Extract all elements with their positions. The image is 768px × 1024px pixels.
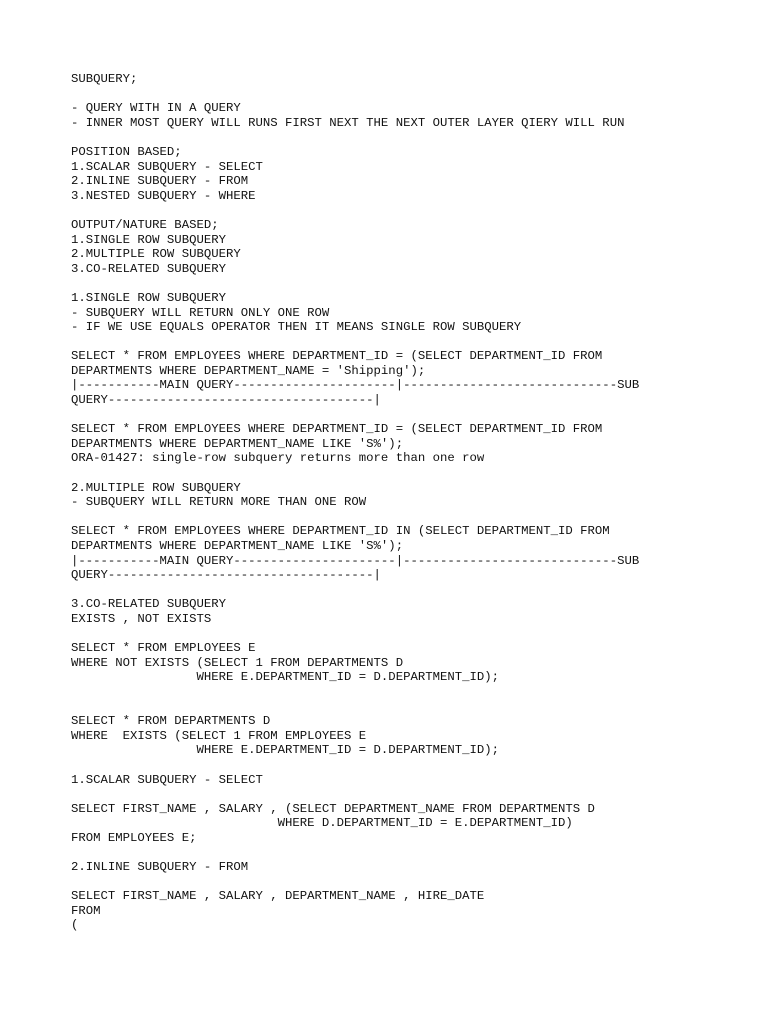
document-line: OUTPUT/NATURE BASED; [71,217,219,232]
document-line: 2.MULTIPLE ROW SUBQUERY [71,480,241,495]
document-line: QUERY------------------------------------| [71,393,381,408]
document-line: WHERE NOT EXISTS (SELECT 1 FROM DEPARTMENTS D [71,655,404,670]
document-line: 2.INLINE SUBQUERY - FROM [71,860,249,875]
document-line [71,700,731,715]
document-line: DEPARTMENTS WHERE DEPARTMENT_NAME LIKE 'S%'); [71,539,404,553]
document-line: SELECT FIRST_NAME , SALARY , (SELECT DEPARTMENT_NAME FROM DEPARTMENTS D [71,801,595,816]
document-line: 2.MULTIPLE ROW SUBQUERY [71,247,241,262]
document-line [71,758,731,773]
document-line: QUERY------------------------------------| [71,568,381,583]
document-text-body [71,72,731,933]
document-line: WHERE E.DEPARTMENT_ID = D.DEPARTMENT_ID); [71,670,500,685]
document-line: - SUBQUERY WILL RETURN ONLY ONE ROW [71,305,330,320]
document-line [71,335,731,350]
document-line [71,203,731,218]
document-line: - IF WE USE EQUALS OPERATOR THEN IT MEANS SINGLE ROW SUBQUERY [71,320,522,335]
document-line: SELECT FIRST_NAME , SALARY , DEPARTMENT_NAME , HIRE_DATE [71,889,485,904]
document-line: FROM EMPLOYEES E; [71,830,197,845]
document-line: SUBQUERY; [71,72,138,86]
document-line: |-----------MAIN QUERY----------------------|-----------------------------SUB [71,553,640,568]
document-line: 3.CO-RELATED SUBQUERY [71,261,226,276]
document-line: DEPARTMENTS WHERE DEPARTMENT_NAME = 'Shipping'); [71,363,426,378]
document-line: - INNER MOST QUERY WILL RUNS FIRST NEXT THE NEXT OUTER LAYER QIERY WILL RUN [71,115,625,130]
document-line: 1.SCALAR SUBQUERY - SELECT [71,159,263,174]
document-line: SELECT * FROM EMPLOYEES WHERE DEPARTMENT_ID IN (SELECT DEPARTMENT_ID FROM [71,524,610,539]
document-line: 3.NESTED SUBQUERY - WHERE [71,188,256,203]
document-line: EXISTS , NOT EXISTS [71,611,212,626]
document-line: DEPARTMENTS WHERE DEPARTMENT_NAME LIKE 'S%'); [71,436,404,451]
document-line [71,130,731,145]
document-line [71,875,731,890]
document-line: - QUERY WITH IN A QUERY [71,101,241,116]
document-line: 3.CO-RELATED SUBQUERY [71,597,226,612]
document-line [71,787,731,802]
document-line: SELECT * FROM DEPARTMENTS D [71,714,271,729]
document-line: 1.SINGLE ROW SUBQUERY [71,290,226,305]
document-line: WHERE D.DEPARTMENT_ID = E.DEPARTMENT_ID) [71,816,573,831]
document-line: WHERE E.DEPARTMENT_ID = D.DEPARTMENT_ID); [71,743,500,758]
document-line [71,276,731,291]
document-line [71,87,731,102]
document-line: 1.SINGLE ROW SUBQUERY [71,232,226,247]
document-line: SELECT * FROM EMPLOYEES E [71,641,256,656]
document-line: POSITION BASED; [71,144,182,159]
document-line [71,466,731,481]
document-line: ( [71,918,79,933]
document-line [71,408,731,423]
document-line: SELECT * FROM EMPLOYEES WHERE DEPARTMENT_ID = (SELECT DEPARTMENT_ID FROM [71,422,603,437]
document-line: WHERE EXISTS (SELECT 1 FROM EMPLOYEES E [71,728,367,743]
document-line: ORA-01427: single-row subquery returns more than one row [71,451,485,466]
document-line: SELECT * FROM EMPLOYEES WHERE DEPARTMENT_ID = (SELECT DEPARTMENT_ID FROM [71,349,603,364]
document-line: FROM [71,903,101,918]
document-line: 2.INLINE SUBQUERY - FROM [71,174,249,189]
document-line [71,685,731,700]
document-line [71,845,731,860]
document-line: |-----------MAIN QUERY----------------------|-----------------------------SUB [71,378,640,393]
document-line [71,583,731,598]
document-line: - SUBQUERY WILL RETURN MORE THAN ONE ROW [71,495,367,510]
document-line: 1.SCALAR SUBQUERY - SELECT [71,772,263,787]
document-line [71,627,731,642]
document-line [71,510,731,525]
